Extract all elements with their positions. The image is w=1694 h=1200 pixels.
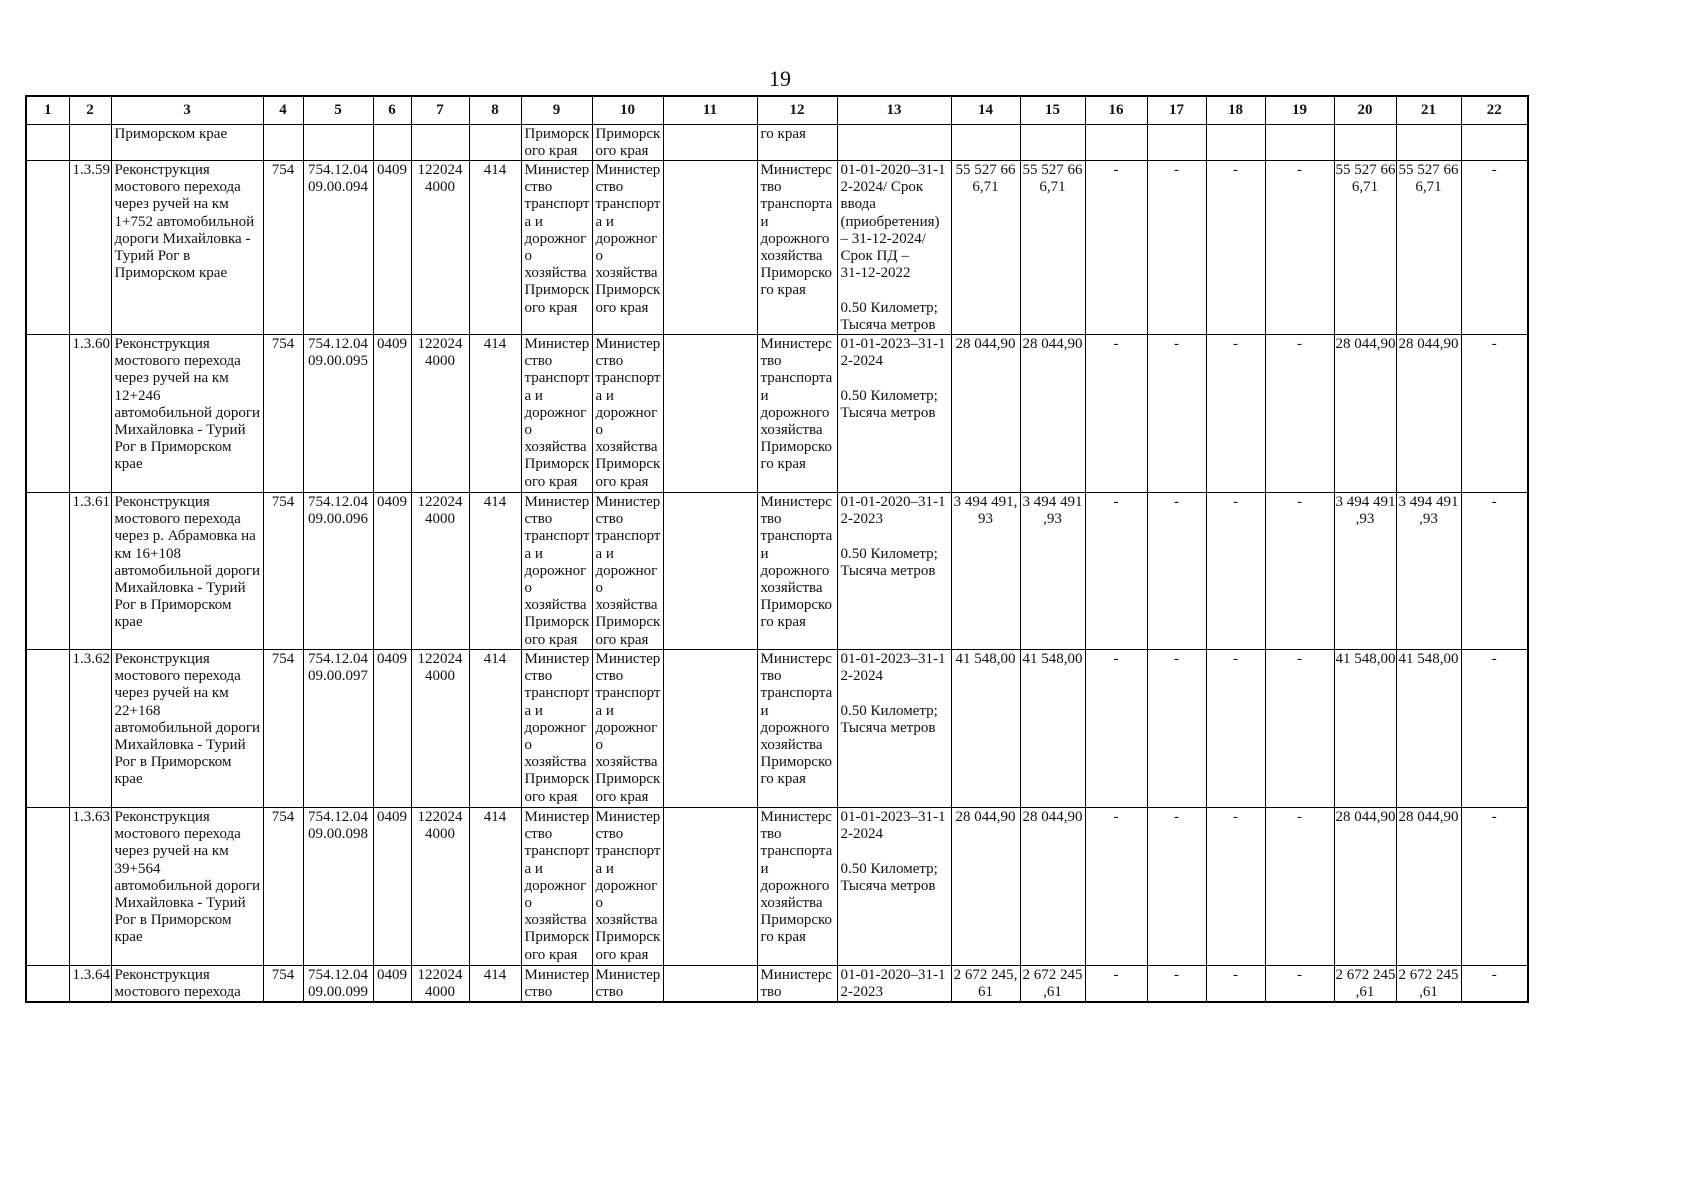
cell-col-21: 55 527 66 6,71 [1396, 160, 1461, 334]
cell-col-8: 414 [469, 649, 521, 807]
cell-col-21: 2 672 245 ,61 [1396, 965, 1461, 1002]
cell-col-9: Министер ство [521, 965, 592, 1002]
cell-col-11 [663, 492, 757, 649]
cell-col-3: Реконструкция мостового перехода через ручей на км 12+246 автомобильной дороги Михайловка - Турий Рог в Приморском крае [111, 334, 263, 492]
cell-col-20: 28 044,90 [1334, 334, 1396, 492]
cell-col-9: Министер ство транспорт а и дорожног о хозяйства Приморск ого края [521, 334, 592, 492]
cell-col-18: - [1206, 807, 1265, 965]
cell-col-6: 0409 [373, 334, 411, 492]
cell-col-9: Министер ство транспорт а и дорожног о хозяйства Приморск ого края [521, 160, 592, 334]
cell-col-8: 414 [469, 334, 521, 492]
cell-col-7: 122024 4000 [411, 334, 469, 492]
cell-col-19: - [1265, 965, 1334, 1002]
cell-col-20: 28 044,90 [1334, 807, 1396, 965]
cell-col-21: 3 494 491 ,93 [1396, 492, 1461, 649]
cell-col-1 [26, 334, 69, 492]
cell-col-4: 754 [263, 807, 303, 965]
cell-col-3: Реконструкция мостового перехода через ручей на км 39+564 автомобильной дороги Михайловка - Турий Рог в Приморском крае [111, 807, 263, 965]
cell-col-7: 122024 4000 [411, 807, 469, 965]
cell-col-18: - [1206, 649, 1265, 807]
cell-col-12: Министерс тво [757, 965, 837, 1002]
cell-col-11 [663, 124, 757, 160]
cell-col-13: 01-01-2023–31-1 2-2024 0.50 Километр; Тысяча метров [837, 334, 951, 492]
cell-col-11 [663, 965, 757, 1002]
cell-col-7: 122024 4000 [411, 492, 469, 649]
table-row [26, 649, 1528, 807]
cell-col-18: - [1206, 160, 1265, 334]
cell-col-22: - [1461, 334, 1528, 492]
cell-col-3: Реконструкция мостового перехода через ручей на км 1+752 автомобильной дороги Михайловка - Турий Рог в Приморском крае [111, 160, 263, 334]
header-cell-col-17: 17 [1147, 96, 1206, 124]
cell-col-8 [469, 124, 521, 160]
header-cell-col-16: 16 [1085, 96, 1147, 124]
cell-col-17: - [1147, 492, 1206, 649]
cell-col-2: 1.3.59 [69, 160, 111, 334]
header-cell-col-2: 2 [69, 96, 111, 124]
header-cell-col-18: 18 [1206, 96, 1265, 124]
cell-col-18: - [1206, 334, 1265, 492]
header-cell-col-14: 14 [951, 96, 1020, 124]
cell-col-22: - [1461, 160, 1528, 334]
cell-col-7: 122024 4000 [411, 160, 469, 334]
header-cell-col-1: 1 [26, 96, 69, 124]
cell-col-5: 754.12.04 09.00.099 [303, 965, 373, 1002]
cell-col-12: Министерс тво транспорта и дорожного хозяйства Приморско го края [757, 649, 837, 807]
cell-col-4: 754 [263, 160, 303, 334]
cell-col-11 [663, 334, 757, 492]
cell-col-7 [411, 124, 469, 160]
cell-col-19: - [1265, 492, 1334, 649]
cell-col-21 [1396, 124, 1461, 160]
header-cell-col-15: 15 [1020, 96, 1085, 124]
table-row [26, 807, 1528, 965]
cell-col-21: 28 044,90 [1396, 334, 1461, 492]
cell-col-5: 754.12.04 09.00.097 [303, 649, 373, 807]
data-table [25, 95, 1529, 1003]
cell-col-7: 122024 4000 [411, 965, 469, 1002]
cell-col-16: - [1085, 160, 1147, 334]
cell-col-9: Приморск ого края [521, 124, 592, 160]
cell-col-11 [663, 160, 757, 334]
cell-col-4: 754 [263, 965, 303, 1002]
cell-col-14: 55 527 66 6,71 [951, 160, 1020, 334]
header-cell-col-20: 20 [1334, 96, 1396, 124]
cell-col-15: 55 527 66 6,71 [1020, 160, 1085, 334]
table-row [26, 160, 1528, 334]
cell-col-18 [1206, 124, 1265, 160]
cell-col-22: - [1461, 807, 1528, 965]
cell-col-16: - [1085, 649, 1147, 807]
cell-col-4: 754 [263, 334, 303, 492]
table-row [26, 965, 1528, 1002]
cell-col-6: 0409 [373, 649, 411, 807]
cell-col-8: 414 [469, 965, 521, 1002]
cell-col-16: - [1085, 492, 1147, 649]
cell-col-6: 0409 [373, 807, 411, 965]
cell-col-10: Министер ство транспорт а и дорожног о хозяйства Приморск ого края [592, 807, 663, 965]
page-number: 19 [769, 66, 791, 91]
cell-col-17 [1147, 124, 1206, 160]
header-cell-col-19: 19 [1265, 96, 1334, 124]
cell-col-4: 754 [263, 649, 303, 807]
cell-col-10: Приморск ого края [592, 124, 663, 160]
cell-col-8: 414 [469, 492, 521, 649]
cell-col-15: 2 672 245 ,61 [1020, 965, 1085, 1002]
cell-col-17: - [1147, 649, 1206, 807]
header-cell-col-22: 22 [1461, 96, 1528, 124]
cell-col-5: 754.12.04 09.00.098 [303, 807, 373, 965]
cell-col-10: Министер ство транспорт а и дорожног о хозяйства Приморск ого края [592, 160, 663, 334]
cell-col-22: - [1461, 965, 1528, 1002]
cell-col-19: - [1265, 807, 1334, 965]
cell-col-20: 3 494 491 ,93 [1334, 492, 1396, 649]
cell-col-9: Министер ство транспорт а и дорожног о хозяйства Приморск ого края [521, 649, 592, 807]
cell-col-13: 01-01-2023–31-1 2-2024 0.50 Километр; Тысяча метров [837, 649, 951, 807]
cell-col-12: Министерс тво транспорта и дорожного хозяйства Приморско го края [757, 160, 837, 334]
cell-col-17: - [1147, 807, 1206, 965]
cell-col-6: 0409 [373, 492, 411, 649]
cell-col-11 [663, 649, 757, 807]
cell-col-2: 1.3.64 [69, 965, 111, 1002]
cell-col-18: - [1206, 965, 1265, 1002]
cell-col-11 [663, 807, 757, 965]
header-cell-col-8: 8 [469, 96, 521, 124]
cell-col-4: 754 [263, 492, 303, 649]
cell-col-2: 1.3.62 [69, 649, 111, 807]
cell-col-22: - [1461, 649, 1528, 807]
cell-col-8: 414 [469, 160, 521, 334]
header-cell-col-13: 13 [837, 96, 951, 124]
cell-col-20: 41 548,00 [1334, 649, 1396, 807]
cell-col-15: 3 494 491 ,93 [1020, 492, 1085, 649]
header-cell-col-4: 4 [263, 96, 303, 124]
cell-col-3: Реконструкция мостового перехода [111, 965, 263, 1002]
cell-col-9: Министер ство транспорт а и дорожног о хозяйства Приморск ого края [521, 807, 592, 965]
cell-col-1 [26, 160, 69, 334]
cell-col-6: 0409 [373, 160, 411, 334]
cell-col-15: 28 044,90 [1020, 807, 1085, 965]
cell-col-6 [373, 124, 411, 160]
header-cell-col-5: 5 [303, 96, 373, 124]
cell-col-15 [1020, 124, 1085, 160]
cell-col-14: 3 494 491, 93 [951, 492, 1020, 649]
cell-col-13: 01-01-2023–31-1 2-2024 0.50 Километр; Тысяча метров [837, 807, 951, 965]
cell-col-20 [1334, 124, 1396, 160]
cell-col-12: Министерс тво транспорта и дорожного хозяйства Приморско го края [757, 492, 837, 649]
cell-col-20: 2 672 245 ,61 [1334, 965, 1396, 1002]
cell-col-1 [26, 492, 69, 649]
cell-col-3: Реконструкция мостового перехода через р. Абрамовка на км 16+108 автомобильной дороги Михайловка - Турий Рог в Приморском крае [111, 492, 263, 649]
header-cell-col-11: 11 [663, 96, 757, 124]
cell-col-18: - [1206, 492, 1265, 649]
header-cell-col-9: 9 [521, 96, 592, 124]
cell-col-10: Министер ство [592, 965, 663, 1002]
cell-col-14: 28 044,90 [951, 807, 1020, 965]
cell-col-2: 1.3.60 [69, 334, 111, 492]
cell-col-1 [26, 965, 69, 1002]
cell-col-5: 754.12.04 09.00.094 [303, 160, 373, 334]
cell-col-13: 01-01-2020–31-1 2-2023 0.50 Километр; Тысяча метров [837, 492, 951, 649]
table-row-continued [26, 124, 1528, 160]
cell-col-2: 1.3.61 [69, 492, 111, 649]
cell-col-21: 41 548,00 [1396, 649, 1461, 807]
cell-col-16: - [1085, 965, 1147, 1002]
header-cell-col-21: 21 [1396, 96, 1461, 124]
cell-col-14: 2 672 245, 61 [951, 965, 1020, 1002]
cell-col-14 [951, 124, 1020, 160]
cell-col-5 [303, 124, 373, 160]
cell-col-16: - [1085, 334, 1147, 492]
cell-col-1 [26, 649, 69, 807]
cell-col-16 [1085, 124, 1147, 160]
cell-col-3: Реконструкция мостового перехода через ручей на км 22+168 автомобильной дороги Михайловка - Турий Рог в Приморском крае [111, 649, 263, 807]
cell-col-10: Министер ство транспорт а и дорожног о хозяйства Приморск ого края [592, 334, 663, 492]
header-row [26, 96, 1528, 124]
cell-col-5: 754.12.04 09.00.095 [303, 334, 373, 492]
cell-col-8: 414 [469, 807, 521, 965]
table-row [26, 334, 1528, 492]
cell-col-22 [1461, 124, 1528, 160]
cell-col-1 [26, 807, 69, 965]
cell-col-12: го края [757, 124, 837, 160]
cell-col-17: - [1147, 965, 1206, 1002]
cell-col-19 [1265, 124, 1334, 160]
cell-col-12: Министерс тво транспорта и дорожного хозяйства Приморско го края [757, 807, 837, 965]
cell-col-19: - [1265, 160, 1334, 334]
header-cell-col-7: 7 [411, 96, 469, 124]
cell-col-21: 28 044,90 [1396, 807, 1461, 965]
cell-col-16: - [1085, 807, 1147, 965]
cell-col-13: 01-01-2020–31-1 2-2024/ Срок ввода (приобретения) – 31-12-2024/ Срок ПД – 31-12-2022 0.50 Километр; Тысяча метров [837, 160, 951, 334]
header-cell-col-3: 3 [111, 96, 263, 124]
cell-col-15: 41 548,00 [1020, 649, 1085, 807]
cell-col-14: 41 548,00 [951, 649, 1020, 807]
cell-col-4 [263, 124, 303, 160]
cell-col-12: Министерс тво транспорта и дорожного хозяйства Приморско го края [757, 334, 837, 492]
table-row [26, 492, 1528, 649]
cell-col-17: - [1147, 160, 1206, 334]
cell-col-17: - [1147, 334, 1206, 492]
cell-col-22: - [1461, 492, 1528, 649]
header-cell-col-6: 6 [373, 96, 411, 124]
cell-col-10: Министер ство транспорт а и дорожног о хозяйства Приморск ого края [592, 649, 663, 807]
cell-col-10: Министер ство транспорт а и дорожног о хозяйства Приморск ого края [592, 492, 663, 649]
cell-col-19: - [1265, 334, 1334, 492]
cell-col-3: Приморском крае [111, 124, 263, 160]
cell-col-13: 01-01-2020–31-1 2-2023 [837, 965, 951, 1002]
cell-col-19: - [1265, 649, 1334, 807]
cell-col-13 [837, 124, 951, 160]
header-cell-col-12: 12 [757, 96, 837, 124]
header-cell-col-10: 10 [592, 96, 663, 124]
cell-col-9: Министер ство транспорт а и дорожног о хозяйства Приморск ого края [521, 492, 592, 649]
table-body [26, 96, 1528, 1002]
cell-col-2: 1.3.63 [69, 807, 111, 965]
cell-col-1 [26, 124, 69, 160]
cell-col-5: 754.12.04 09.00.096 [303, 492, 373, 649]
cell-col-14: 28 044,90 [951, 334, 1020, 492]
cell-col-2 [69, 124, 111, 160]
cell-col-6: 0409 [373, 965, 411, 1002]
cell-col-15: 28 044,90 [1020, 334, 1085, 492]
cell-col-20: 55 527 66 6,71 [1334, 160, 1396, 334]
cell-col-7: 122024 4000 [411, 649, 469, 807]
